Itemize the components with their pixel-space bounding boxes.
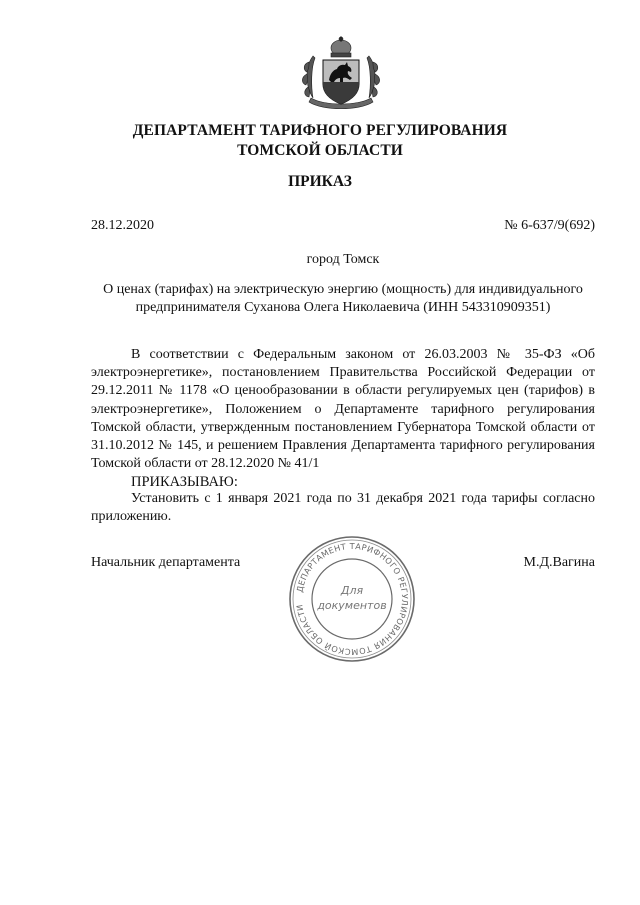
official-stamp-icon	[287, 534, 417, 664]
stamp-center-line1: Для	[340, 584, 364, 597]
order-subject	[100, 281, 586, 317]
stamp-ring-text: ДЕПАРТАМЕНТ ТАРИФНОГО РЕГУЛИРОВАНИЯ ТОМСКОЙ ОБЛАСТИ	[294, 540, 411, 658]
order-date: 28.12.2020	[91, 218, 154, 233]
decision-paragraph	[91, 490, 595, 526]
document-type-title: ПРИКАЗ	[288, 173, 352, 190]
subject-line2: предпринимателя Суханова Олега Николаевича (ИНН 543310909351)	[135, 300, 551, 315]
preamble-text: В соответствии с Федеральным законом от 26.03.2003 № 35-ФЗ «Об электроэнергетике», постановлением Правительства Российской Федерации от 29.12.2011 № 1178 «О ценообразовании в области регулируемых цен (тарифов) в электроэнергетике», Положением о Департаменте тарифного регулирования Томской области, утвержденным постановлением Губернатора Томской области от 31.10.2012 № 145, и решением Правления Департамента тарифного регулирования Томской области от 28.12.2020 № 41/1	[91, 347, 595, 472]
order-number: № 6-637/9(692)	[504, 218, 595, 233]
signatory-position: Начальник департамента	[91, 555, 241, 570]
department-name-line1: ДЕПАРТАМЕНТ ТАРИФНОГО РЕГУЛИРОВАНИЯ	[132, 122, 508, 139]
department-name-line2: ТОМСКОЙ ОБЛАСТИ	[237, 142, 403, 159]
preamble-paragraph	[91, 346, 595, 473]
subject-line1: О ценах (тарифах) на электрическую энергию (мощность) для индивидуального	[103, 282, 583, 297]
order-word: ПРИКАЗЫВАЮ:	[131, 474, 238, 490]
stamp-center-line2: документов	[317, 599, 387, 612]
signatory-name: М.Д.Вагина	[523, 555, 595, 570]
order-city: город Томск	[306, 252, 380, 267]
coat-of-arms-icon	[299, 36, 383, 118]
decision-text: Установить с 1 января 2021 года по 31 декабря 2021 года тарифы согласно приложению.	[91, 491, 595, 525]
